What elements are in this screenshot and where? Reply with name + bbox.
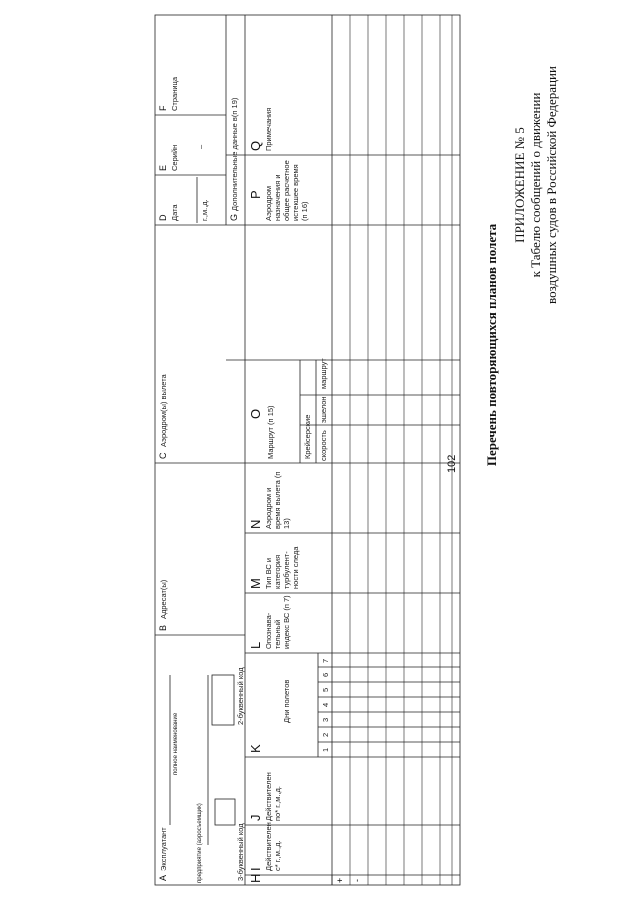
col-l-letter: L [248, 641, 263, 649]
operator-label: Эксплуатант [159, 827, 168, 871]
day-1: 1 [321, 747, 330, 752]
col-h-letter: H [248, 873, 263, 883]
col-p-letter: P [248, 190, 263, 199]
serial-label: Серийн [170, 144, 179, 171]
departure-aerodrome-label: Аэродром(ы) вылета [159, 374, 168, 447]
col-e-letter: E [158, 164, 168, 171]
full-name-caption: полное наименование [173, 712, 179, 775]
route-label: Маршрут (п 15) [266, 405, 275, 459]
page-label: Страница [170, 77, 179, 111]
departure-time-label: Аэродром и время вылета (п 13) [264, 471, 291, 529]
document-title: Перечень повторяющихся планов полета [484, 223, 499, 467]
date-format: г.,м.,д. [200, 199, 209, 221]
day-4: 4 [321, 702, 330, 707]
col-j-letter: J [248, 814, 263, 821]
valid-to-label: Действителен по* г.,м.,д. [264, 772, 282, 821]
appendix-line-1: ПРИЛОЖЕНИЕ № 5 [512, 127, 527, 243]
additional-data-label: Дополнительные данные в(п 19) [230, 97, 239, 211]
aircraft-id-label: Опознава-тельный индекс ВС (п 7) [264, 595, 291, 649]
valid-from-label: Действителен с* г.,м.,д. [264, 822, 282, 871]
col-m-letter: M [248, 578, 263, 589]
col-d-letter: D [158, 214, 168, 221]
col-f-letter: F [158, 105, 168, 111]
speed-caption: скорость [319, 430, 328, 461]
day-7: 7 [321, 658, 330, 663]
cruise-caption: Крейсерские [303, 414, 312, 459]
day-2: 2 [321, 732, 330, 737]
col-n-letter: N [248, 519, 263, 529]
col-b-letter: B [158, 624, 168, 631]
plus-sign: + [335, 877, 345, 883]
code2-caption: 2-буквенный код [236, 667, 245, 725]
flight-days-label: Дни полетов [282, 679, 291, 723]
serial-dash: – [196, 144, 205, 149]
enterprise-caption: предприятие (аэросъемщик) [197, 803, 203, 883]
code3-caption: 3-буквенный код [236, 823, 245, 881]
page-number: 102 [446, 454, 458, 473]
addressee-label: Адресат(ы) [159, 579, 168, 619]
route-sub-caption: маршрут [319, 358, 328, 389]
col-i-letter: I [248, 867, 263, 871]
aircraft-type-label: Тип ВС и категория турбулент-ности следа [264, 546, 300, 589]
level-caption: эшелон [319, 396, 328, 423]
col-k-letter: K [248, 744, 263, 753]
col-c-letter: C [158, 452, 168, 459]
remarks-label: Примечания [264, 107, 273, 151]
destination-label: Аэродром назначения и общее расчетное истекшее время (п 16) [264, 160, 309, 221]
day-6: 6 [321, 672, 330, 677]
appendix-line-2: к Табелю сообщений о движении [528, 92, 543, 278]
day-5: 5 [321, 687, 330, 692]
date-label: Дата [170, 204, 179, 221]
col-a-letter: A [158, 874, 168, 881]
minus-sign: - [352, 879, 362, 882]
col-q-letter: Q [248, 140, 263, 151]
day-3: 3 [321, 717, 330, 722]
appendix-line-3: воздушных судов в Российской Федерации [544, 66, 559, 304]
col-o-letter: O [248, 408, 263, 419]
col-g-letter: G [229, 213, 239, 221]
